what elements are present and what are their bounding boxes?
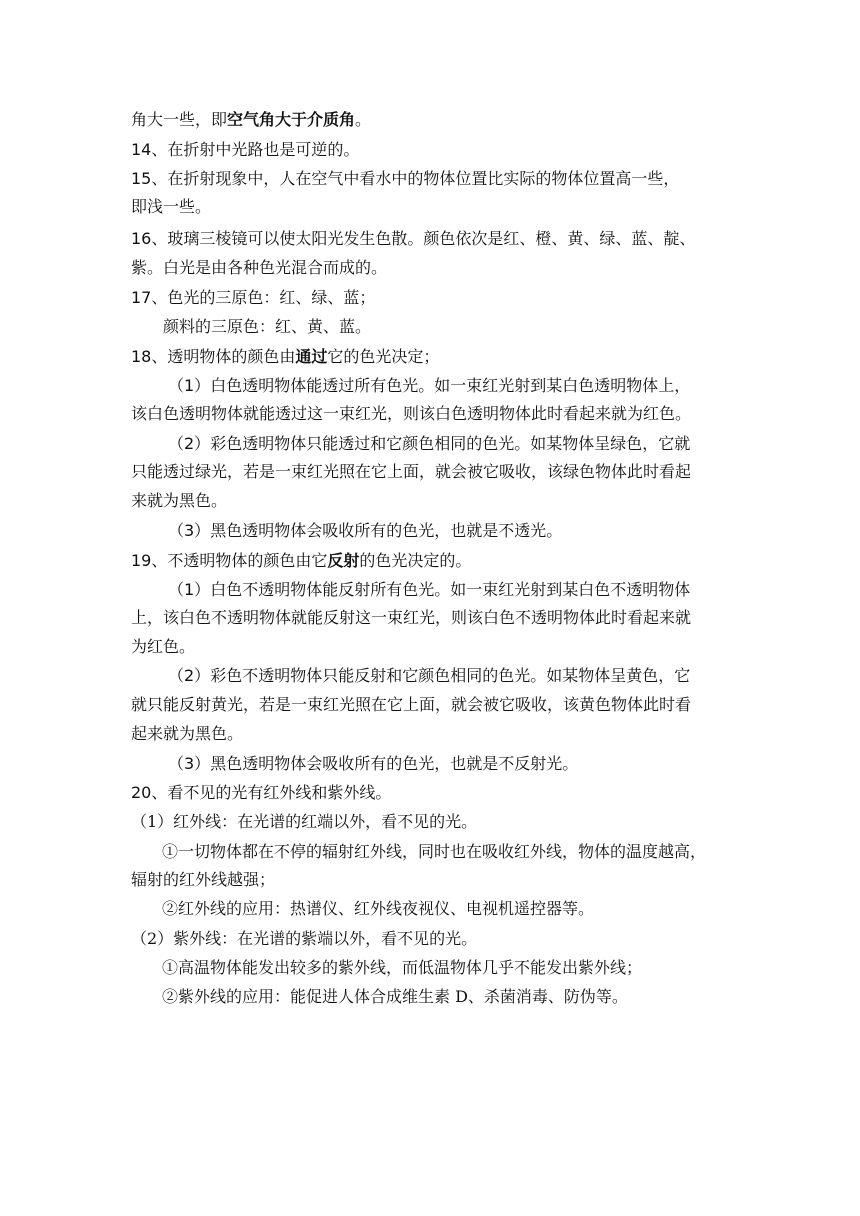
subitem-number: （2）	[168, 666, 211, 685]
line-text: 起来就为黑色。	[131, 724, 244, 743]
line-text: 上，该白色不透明物体就能反射这一束红光，则该白色不透明物体此时看起来就	[131, 608, 692, 627]
line-text: 、不透明物体的颜色由它	[151, 551, 328, 570]
text-line	[131, 404, 691, 424]
text-line	[131, 197, 211, 217]
item-number: 15	[131, 169, 152, 188]
text-line	[163, 317, 371, 337]
subitem-number: （2）	[168, 434, 211, 453]
item-17	[131, 288, 375, 308]
item-16	[131, 229, 695, 249]
item-number: 19	[131, 551, 152, 570]
line-text: 角大一些，即	[131, 110, 228, 129]
bold-phrase: 反射	[327, 551, 360, 570]
line-text: 辐射的红外线越强；	[131, 870, 276, 889]
line-text: 白色不透明物体能反射所有色光。如一束红光射到某白色不透明物体	[210, 580, 691, 599]
text-line	[162, 987, 628, 1007]
line-text: 黑色透明物体会吸收所有的色光，也就是不反射光。	[210, 754, 579, 773]
text-line	[131, 491, 227, 511]
subitem	[131, 812, 477, 832]
line-text: 只能透过绿光，若是一束红光照在它上面，就会被它吸收，该绿色物体此时看起	[131, 462, 692, 481]
text-line	[131, 695, 691, 715]
item-number: 20	[131, 783, 152, 802]
item-14	[131, 140, 359, 160]
subitem-number: （1）	[168, 580, 211, 599]
text-line	[162, 842, 706, 862]
line-text: 、在折射中光路也是可逆的。	[151, 140, 360, 159]
line-text: ②红外线的应用：热谱仪、红外线夜视仪、电视机遥控器等。	[162, 899, 595, 918]
text-line	[131, 258, 387, 278]
line-text: 黑色透明物体会吸收所有的色光，也就是不透光。	[210, 521, 563, 540]
line-text: 白色透明物体能透过所有色光。如一束红光射到某白色透明物体上，	[210, 376, 691, 395]
line-text: （2）紫外线：在光谱的紫端以外，看不见的光。	[131, 929, 478, 948]
item-19	[131, 551, 471, 571]
subitem	[168, 666, 690, 686]
text-line	[131, 110, 371, 130]
line-text: ②紫外线的应用：能促进人体合成维生素 D、杀菌消毒、防伪等。	[162, 987, 628, 1006]
bold-phrase: 空气角大于介质角	[227, 110, 356, 129]
line-text: 紫。白光是由各种色光混合而成的。	[131, 258, 388, 277]
subitem-number: （3）	[168, 754, 211, 773]
line-text: 、在折射现象中，人在空气中看水中的物体位置比实际的物体位置高一些，	[151, 169, 680, 188]
line-text: 、透明物体的颜色由	[151, 347, 296, 366]
text-line	[131, 870, 275, 890]
item-20	[131, 783, 391, 803]
line-text: 它的色光决定；	[327, 347, 440, 366]
item-number: 17	[131, 288, 152, 307]
item-number: 18	[131, 347, 152, 366]
line-text: 就只能反射黄光，若是一束红光照在它上面，就会被它吸收，该黄色物体此时看	[131, 695, 692, 714]
line-text: 、玻璃三棱镜可以使太阳光发生色散。颜色依次是红、橙、黄、绿、蓝、靛、	[151, 229, 696, 248]
line-text: 、看不见的光有红外线和紫外线。	[151, 783, 392, 802]
item-number: 14	[131, 140, 152, 159]
line-text: 来就为黑色。	[131, 491, 228, 510]
subitem	[131, 929, 477, 949]
bold-phrase: 通过	[295, 347, 328, 366]
line-text: 即浅一些。	[131, 197, 212, 216]
subitem-number: （1）	[168, 376, 211, 395]
text-line	[131, 724, 243, 744]
line-text: 为红色。	[131, 637, 196, 656]
item-18	[131, 347, 439, 367]
line-text: （1）红外线：在光谱的红端以外，看不见的光。	[131, 812, 478, 831]
line-text: 颜料的三原色：红、黄、蓝。	[163, 317, 372, 336]
subitem	[168, 580, 690, 600]
line-text: 。	[355, 110, 372, 129]
text-line	[162, 899, 594, 919]
line-text: 彩色不透明物体只能反射和它颜色相同的色光。如某物体呈黄色，它	[210, 666, 691, 685]
item-15	[131, 169, 679, 189]
subitem	[168, 754, 578, 774]
subitem	[168, 434, 690, 454]
line-text: 的色光决定的。	[359, 551, 472, 570]
line-text: 、色光的三原色：红、绿、蓝；	[151, 288, 376, 307]
line-text: ①一切物体都在不停的辐射红外线，同时也在吸收红外线，物体的温度越高，	[162, 842, 707, 861]
subitem	[168, 521, 562, 541]
item-number: 16	[131, 229, 152, 248]
text-line	[131, 608, 691, 628]
line-text: ①高温物体能发出较多的紫外线，而低温物体几乎不能发出紫外线；	[162, 958, 643, 977]
line-text: 彩色透明物体只能透过和它颜色相同的色光。如某物体呈绿色，它就	[210, 434, 691, 453]
text-line	[162, 958, 642, 978]
text-line	[131, 637, 195, 657]
text-line	[131, 462, 691, 482]
subitem-number: （3）	[168, 521, 211, 540]
subitem	[168, 376, 690, 396]
line-text: 该白色透明物体就能透过这一束红光，则该白色透明物体此时看起来就为红色。	[131, 404, 692, 423]
